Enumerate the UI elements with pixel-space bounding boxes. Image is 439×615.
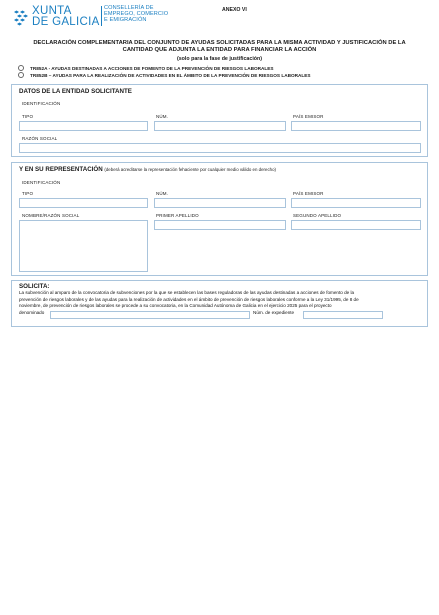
- file-number-label: Núm. de expediente: [253, 310, 295, 315]
- rep-number-field[interactable]: [154, 198, 286, 208]
- option-tr852a-label: TR852A - AYUDAS DESTINADAS A ACCIONES DE FOMENTO DE LA PREVENCIÓN DE RIESGOS LABORALES: [30, 65, 274, 71]
- logo-name: XUNTA DE GALICIA: [32, 5, 100, 28]
- entity-company-field[interactable]: [19, 143, 421, 153]
- entity-type-label: TIPO: [22, 114, 34, 119]
- rep-country-label: PAÍS EMISOR: [293, 191, 324, 196]
- option-tr852b[interactable]: [18, 72, 311, 78]
- entity-number-label: NÚM.: [156, 114, 169, 119]
- file-number-field[interactable]: [303, 311, 383, 319]
- representation-note: (deberá acreditarse la representación fehaciente por cualquier medio válido en derecho): [104, 167, 276, 172]
- entity-number-field[interactable]: [154, 121, 286, 131]
- document-subtitle: (solo para la fase de justificación): [176, 56, 263, 62]
- rep-surname1-field[interactable]: [154, 220, 286, 230]
- title-line-2: CANTIDAD QUE ADJUNTA LA ENTIDAD PARA FINANCIAR LA ACCIÓN: [122, 47, 317, 54]
- request-line-3: noviembre, de prevención de riesgos laborales se procede a su convocatoria, en la Comunidad Autónoma de Galicia en el ejercicio 2025 para el proyecto: [19, 303, 332, 309]
- entity-section-title: DATOS DE LA ENTIDAD SOLICITANTE: [19, 88, 132, 95]
- rep-country-field[interactable]: [291, 198, 421, 208]
- option-tr852a[interactable]: [18, 65, 274, 71]
- entity-country-field[interactable]: [291, 121, 421, 131]
- representation-title-text: Y EN SU REPRESENTACIÓN: [19, 166, 103, 173]
- entity-type-field[interactable]: [19, 121, 148, 131]
- entity-company-label: RAZÓN SOCIAL: [22, 136, 58, 141]
- department-name: CONSELLERÍA DE EMPREGO, COMERCIO E EMIGRACIÓN: [104, 5, 169, 24]
- request-section-title: SOLICITA:: [19, 283, 50, 290]
- rep-surname2-label: SEGUNDO APELLIDO: [293, 213, 342, 218]
- request-line-1: La subvención al amparo de la convocatoria de subvenciones por la que se establecen las bases reguladoras de las ayudas destinadas a acciones de fomento de la: [19, 290, 355, 295]
- rep-name-field[interactable]: [19, 220, 148, 272]
- logo-divider: [101, 6, 102, 26]
- rep-name-label: NOMBRE/RAZÓN SOCIAL: [22, 213, 80, 218]
- entity-identification-label: IDENTIFICACIÓN: [22, 101, 61, 106]
- xunta-logo-icon: [12, 6, 30, 28]
- option-tr852b-label: TR852B – AYUDAS PARA LA REALIZACIÓN DE ACTIVIDADES EN EL ÁMBITO DE LA PREVENCIÓN DE RIESGOS LABORALES: [30, 72, 311, 78]
- rep-type-field[interactable]: [19, 198, 148, 208]
- project-label: denominado: [19, 310, 45, 315]
- rep-surname2-field[interactable]: [291, 220, 421, 230]
- rep-identification-label: IDENTIFICACIÓN: [22, 180, 61, 185]
- annex-label: ANEXO VI: [222, 7, 247, 13]
- title-line-1: DECLARACIÓN COMPLEMENTARIA DEL CONJUNTO DE AYUDAS SOLICITADAS PARA LA MISMA ACTIVIDAD Y JUSTIFICACIÓN DE LA: [33, 40, 406, 46]
- request-line-2: prevención de riesgos laborales y de las ayudas para la realización de actividades en el ámbito de prevención de riesgos laborales conforme a la Ley 31/1995, de 8 de: [19, 296, 359, 302]
- representation-section-title: [19, 166, 276, 173]
- radio-tr852b[interactable]: [18, 72, 24, 78]
- rep-type-label: TIPO: [22, 191, 34, 196]
- rep-surname1-label: PRIMER APELLIDO: [156, 213, 199, 218]
- entity-country-label: PAÍS EMISOR: [293, 114, 324, 119]
- rep-number-label: NÚM.: [156, 191, 169, 196]
- document-title: [10, 40, 429, 55]
- radio-tr852a[interactable]: [18, 65, 24, 71]
- request-text: [19, 290, 424, 310]
- project-name-field[interactable]: [50, 311, 250, 319]
